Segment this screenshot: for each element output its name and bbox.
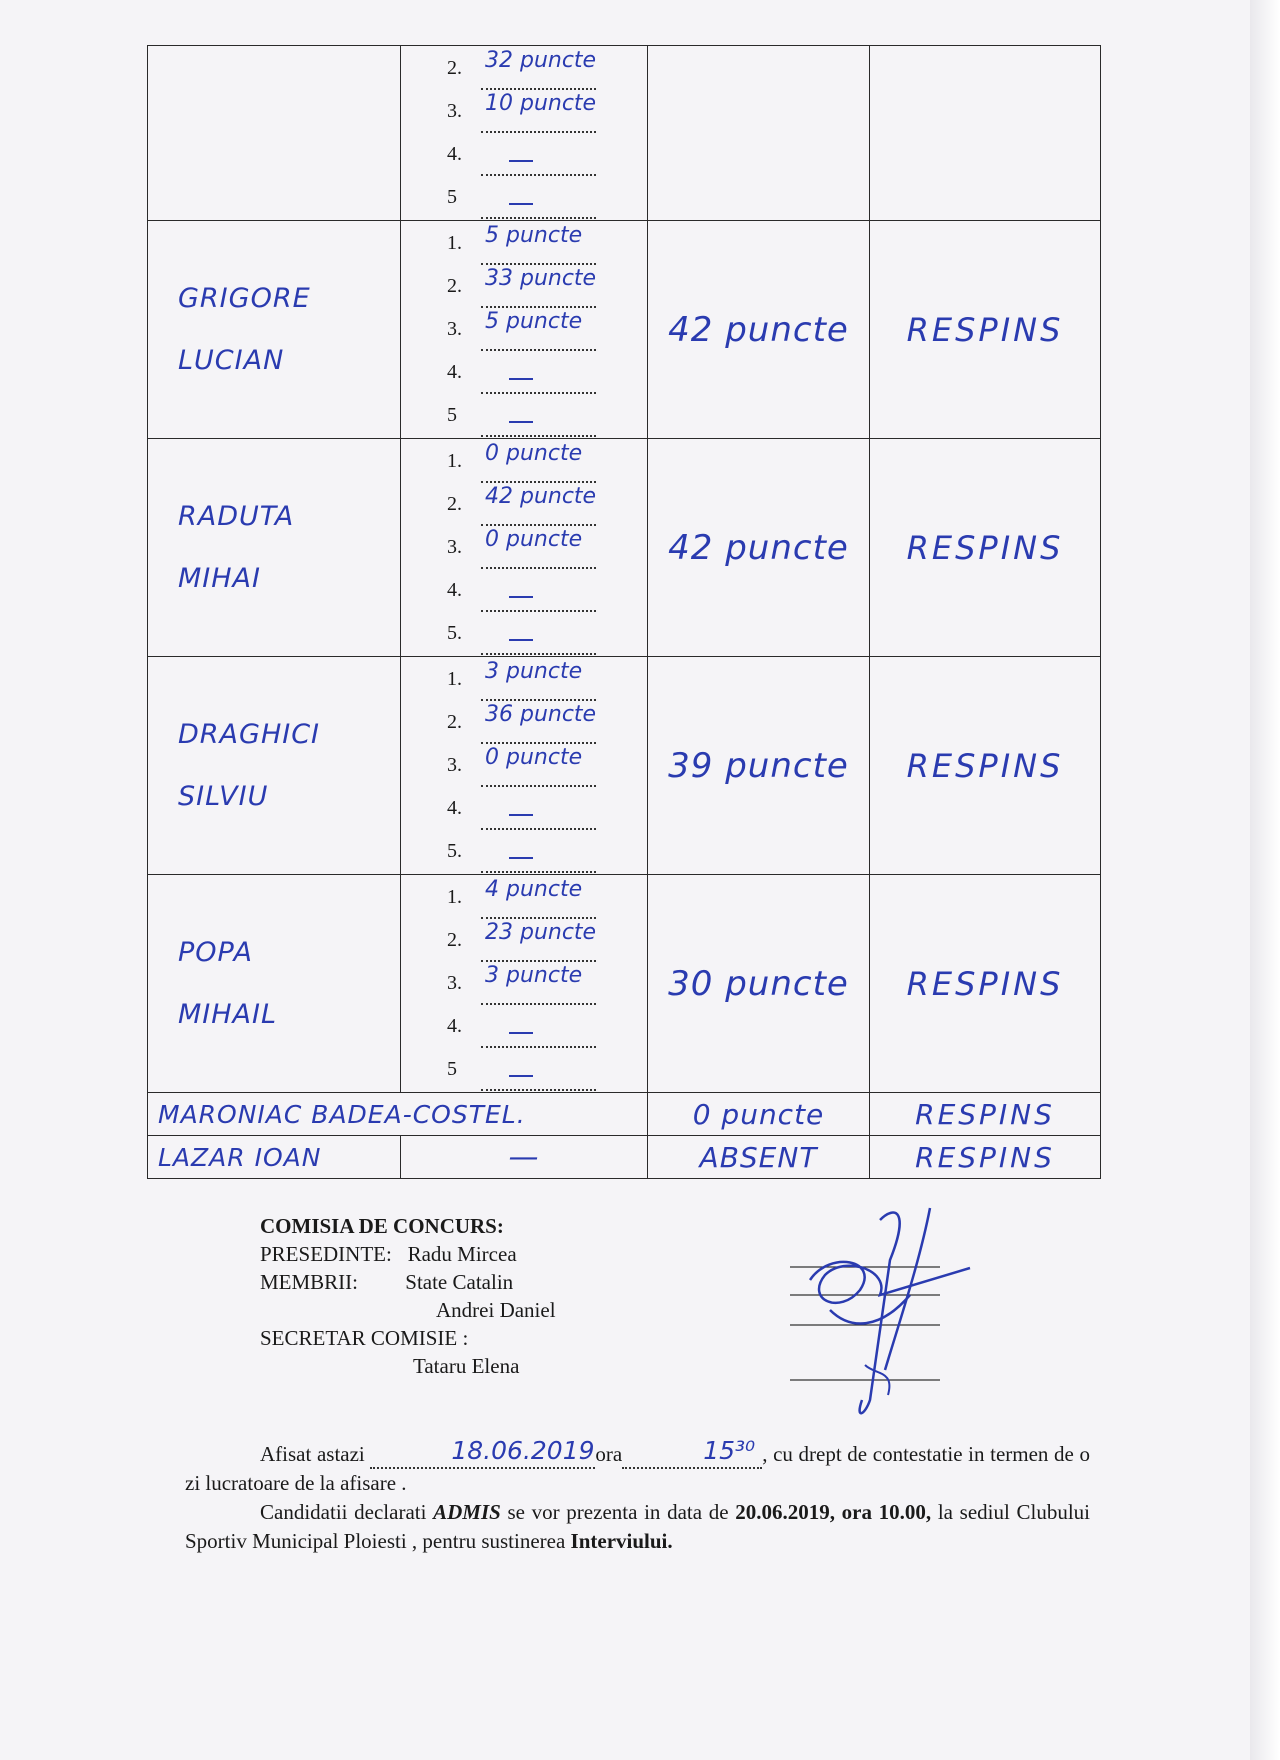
signature bbox=[770, 1200, 990, 1435]
score-number: 1. bbox=[447, 232, 462, 254]
score-number: 4. bbox=[447, 143, 462, 165]
posted-time-field: 15³⁰ bbox=[622, 1443, 762, 1469]
score-line bbox=[401, 308, 647, 351]
total-cell: 0 puncte bbox=[648, 1093, 870, 1136]
score-value: 32 puncte bbox=[485, 48, 597, 73]
table-row bbox=[148, 657, 1101, 875]
secretary-label: SECRETAR COMISIE : bbox=[260, 1326, 469, 1350]
score-value: 36 puncte bbox=[485, 702, 597, 727]
score-number: 2. bbox=[447, 493, 462, 515]
score-number: 2. bbox=[447, 57, 462, 79]
candidate-name: GRIGORE LUCIAN bbox=[178, 282, 311, 376]
score-dash bbox=[509, 814, 533, 816]
score-number: 4. bbox=[447, 361, 462, 383]
score-dash bbox=[509, 160, 533, 162]
score-value: 23 puncte bbox=[485, 920, 597, 945]
scores-cell bbox=[401, 46, 648, 221]
table-row bbox=[148, 439, 1101, 657]
score-value: 42 puncte bbox=[485, 484, 597, 509]
score-dash bbox=[509, 596, 533, 598]
score-line bbox=[401, 133, 647, 176]
score-line bbox=[401, 830, 647, 873]
name-cell bbox=[148, 46, 401, 221]
status-cell: RESPINS bbox=[870, 1136, 1101, 1179]
table-row bbox=[148, 875, 1101, 1093]
score-dash bbox=[509, 1075, 533, 1077]
candidate-name: MARONIAC BADEA-COSTEL. bbox=[148, 1093, 648, 1136]
score-value: 4 puncte bbox=[485, 877, 583, 902]
score-field bbox=[481, 963, 596, 1005]
score-line bbox=[401, 176, 647, 219]
members-label: MEMBRII: bbox=[260, 1270, 359, 1294]
score-value: 3 puncte bbox=[485, 963, 583, 988]
score-line bbox=[401, 394, 647, 437]
score-number: 2. bbox=[447, 929, 462, 951]
candidate-name: POPA MIHAIL bbox=[178, 936, 278, 1030]
commission-block bbox=[260, 1212, 556, 1380]
candidate-name: LAZAR IOAN bbox=[148, 1136, 401, 1179]
score-value: 0 puncte bbox=[485, 745, 583, 770]
score-number: 4. bbox=[447, 797, 462, 819]
page-edge bbox=[1250, 0, 1280, 1760]
candidate-name: DRAGHICI SILVIU bbox=[178, 718, 321, 812]
member-name: State Catalin bbox=[405, 1270, 514, 1294]
candidates-paragraph: Candidatii declarati ADMIS se vor prezenta in data de 20.06.2019, ora 10.00, la sediul Clubului Sportiv Municipal Ploiesti , pentru sustinerea Interviului. bbox=[185, 1500, 1090, 1553]
score-dash bbox=[509, 857, 533, 859]
total-cell: ABSENT bbox=[648, 1136, 870, 1179]
score-field bbox=[481, 802, 596, 830]
score-field bbox=[481, 91, 597, 133]
results-table bbox=[147, 45, 1101, 1179]
score-number: 1. bbox=[447, 886, 462, 908]
score-line bbox=[401, 612, 647, 655]
score-number: 1. bbox=[447, 450, 462, 472]
scores-cell bbox=[401, 875, 648, 1093]
score-line bbox=[401, 569, 647, 612]
table-row bbox=[148, 221, 1101, 439]
score-value: 3 puncte bbox=[485, 659, 583, 684]
score-field bbox=[481, 584, 596, 612]
candidate-name: RADUTA MIHAI bbox=[178, 500, 295, 594]
score-value: 0 puncte bbox=[485, 527, 583, 552]
score-number: 5. bbox=[447, 840, 462, 862]
score-line bbox=[401, 744, 647, 787]
score-line bbox=[401, 787, 647, 830]
score-line bbox=[401, 1005, 647, 1048]
score-number: 1. bbox=[447, 668, 462, 690]
name-cell bbox=[148, 657, 401, 875]
total-cell: 39 puncte bbox=[648, 657, 870, 875]
status-cell: RESPINS bbox=[870, 875, 1101, 1093]
score-value: 5 puncte bbox=[485, 223, 583, 248]
score-field bbox=[481, 1063, 596, 1091]
posting-paragraph: Afisat astazi 18.06.2019 ora 15³⁰ , cu drept de contestatie in termen de o zi lucratoare de la afisare . bbox=[185, 1436, 1090, 1495]
score-number: 3. bbox=[447, 536, 462, 558]
score-number: 5 bbox=[447, 186, 457, 208]
status-cell: RESPINS bbox=[870, 657, 1101, 875]
score-field bbox=[481, 366, 596, 394]
score-value: 10 puncte bbox=[485, 91, 597, 116]
score-dash bbox=[509, 203, 533, 205]
status-cell: RESPINS bbox=[870, 1093, 1101, 1136]
secretary-name: Tataru Elena bbox=[413, 1354, 520, 1378]
score-field bbox=[481, 309, 596, 351]
score-number: 5. bbox=[447, 622, 462, 644]
total-cell: 42 puncte bbox=[648, 221, 870, 439]
score-number: 3. bbox=[447, 318, 462, 340]
score-dash bbox=[509, 421, 533, 423]
score-number: 3. bbox=[447, 972, 462, 994]
name-cell bbox=[148, 439, 401, 657]
total-cell: 30 puncte bbox=[648, 875, 870, 1093]
status-cell: RESPINS bbox=[870, 221, 1101, 439]
commission-title: COMISIA DE CONCURS: bbox=[260, 1214, 504, 1238]
score-dash: — bbox=[401, 1136, 648, 1179]
name-cell bbox=[148, 221, 401, 439]
score-field bbox=[481, 527, 596, 569]
score-number: 2. bbox=[447, 275, 462, 297]
table-row bbox=[148, 1093, 1101, 1136]
name-cell bbox=[148, 875, 401, 1093]
score-number: 4. bbox=[447, 579, 462, 601]
score-field bbox=[481, 148, 596, 176]
score-line bbox=[401, 526, 647, 569]
scores-cell bbox=[401, 439, 648, 657]
total-cell bbox=[648, 46, 870, 221]
score-dash bbox=[509, 639, 533, 641]
score-dash bbox=[509, 378, 533, 380]
score-number: 5 bbox=[447, 404, 457, 426]
score-number: 3. bbox=[447, 100, 462, 122]
president-name: Radu Mircea bbox=[407, 1242, 517, 1266]
total-cell: 42 puncte bbox=[648, 439, 870, 657]
member-name: Andrei Daniel bbox=[436, 1298, 556, 1322]
president-label: PRESEDINTE: bbox=[260, 1242, 392, 1266]
table-row bbox=[148, 46, 1101, 221]
score-line bbox=[401, 90, 647, 133]
score-line bbox=[401, 351, 647, 394]
footer-text bbox=[185, 1436, 1090, 1556]
score-field bbox=[481, 745, 596, 787]
status-cell: RESPINS bbox=[870, 439, 1101, 657]
score-number: 4. bbox=[447, 1015, 462, 1037]
score-number: 5 bbox=[447, 1058, 457, 1080]
score-value: 33 puncte bbox=[485, 266, 597, 291]
score-value: 0 puncte bbox=[485, 441, 583, 466]
score-dash bbox=[509, 1032, 533, 1034]
score-line bbox=[401, 1048, 647, 1091]
score-value: 5 puncte bbox=[485, 309, 583, 334]
score-number: 3. bbox=[447, 754, 462, 776]
scores-cell bbox=[401, 657, 648, 875]
scores-cell bbox=[401, 221, 648, 439]
posted-date-field: 18.06.2019 bbox=[370, 1443, 595, 1469]
table-row bbox=[148, 1136, 1101, 1179]
score-line bbox=[401, 962, 647, 1005]
status-cell bbox=[870, 46, 1101, 221]
score-field bbox=[481, 1020, 596, 1048]
score-number: 2. bbox=[447, 711, 462, 733]
